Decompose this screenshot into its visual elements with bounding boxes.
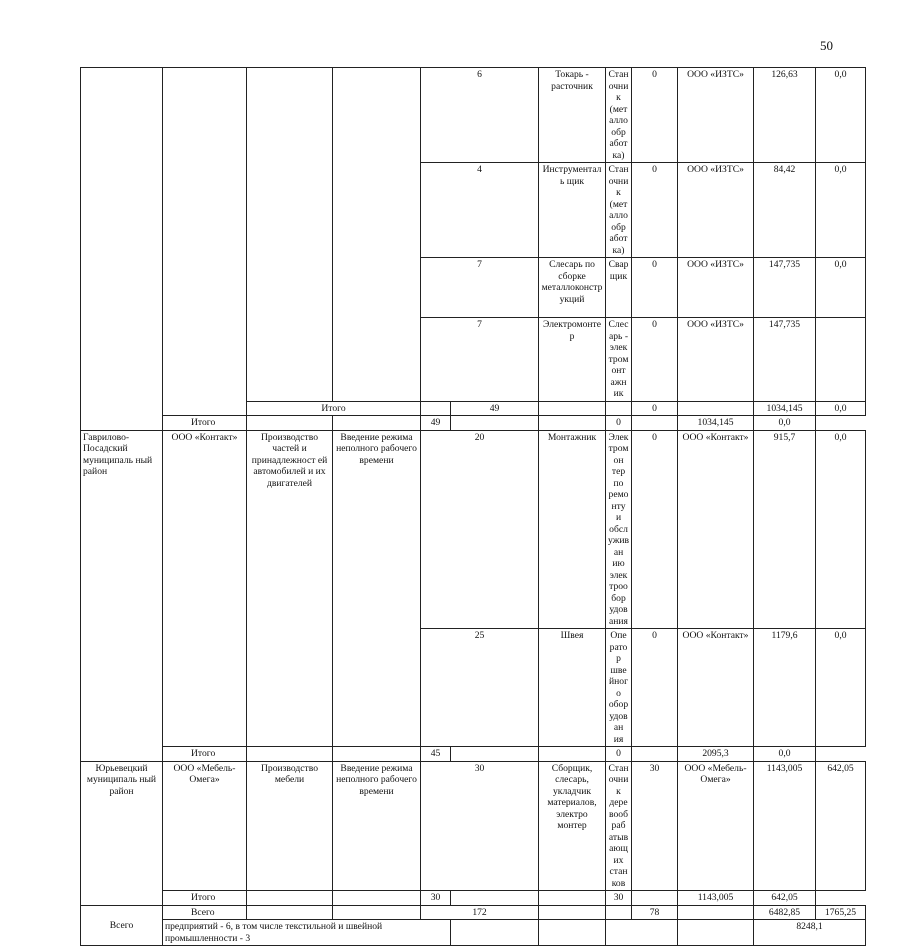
measure-cell <box>333 68 421 402</box>
empty-cell <box>333 747 421 762</box>
count-cell: 172 <box>421 905 539 920</box>
total-label: Итого <box>163 416 247 431</box>
profession-cell: Швея <box>539 629 606 747</box>
empty-cell <box>247 416 333 431</box>
count-cell: 25 <box>421 629 539 747</box>
enterprise-cell <box>163 68 247 416</box>
count-cell: 49 <box>421 416 451 431</box>
empty-cell <box>539 747 606 762</box>
count-cell: 0 <box>632 318 678 402</box>
training-cell: Станочник (металлообр аботка) <box>606 163 632 258</box>
total-row <box>81 416 866 431</box>
training-cell: Слесарь - электромонт ажник <box>606 318 632 402</box>
count-cell: 0 <box>632 163 678 258</box>
org-cell: ООО «Контакт» <box>678 430 754 629</box>
count-cell: 30 <box>606 891 632 906</box>
empty-cell <box>451 416 539 431</box>
empty-cell <box>678 905 754 920</box>
count-cell: 4 <box>421 163 539 258</box>
total-label: Итого <box>163 891 247 906</box>
table-row <box>81 68 866 163</box>
count-cell: 7 <box>421 318 539 402</box>
grand-total-label: Всего <box>81 905 163 946</box>
value-cell: 642,05 <box>816 761 866 891</box>
value-cell: 0,0 <box>816 629 866 747</box>
cost-cell: 1034,145 <box>754 401 816 416</box>
value-cell: 0,0 <box>816 258 866 318</box>
empty-cell <box>451 920 539 946</box>
enterprise-cell: ООО «Мебель- Омега» <box>163 761 247 891</box>
value-cell: 0,0 <box>816 68 866 163</box>
value-cell <box>816 318 866 402</box>
profession-cell: Инструменталь щик <box>539 163 606 258</box>
org-cell: ООО «ИЗТС» <box>678 68 754 163</box>
training-cell: Станочник (металлообр аботка) <box>606 68 632 163</box>
cost-cell: 147,735 <box>754 258 816 318</box>
measure-cell: Введение режима неполного рабочего времени <box>333 761 421 891</box>
count-cell: 0 <box>632 430 678 629</box>
profession-cell: Монтажник <box>539 430 606 629</box>
empty-cell <box>333 905 421 920</box>
empty-cell <box>539 416 606 431</box>
empty-cell <box>333 416 421 431</box>
empty-cell <box>632 891 678 906</box>
training-cell: Сварщик <box>606 258 632 318</box>
empty-cell <box>247 747 333 762</box>
count-cell: 0 <box>632 258 678 318</box>
empty-cell <box>539 905 606 920</box>
training-cell: Оператор швейного оборудован ия <box>606 629 632 747</box>
count-cell: 30 <box>421 761 539 891</box>
district-cell <box>81 68 163 431</box>
value-cell: 0,0 <box>816 430 866 629</box>
value-cell: 1765,25 <box>816 905 866 920</box>
cost-cell: 2095,3 <box>678 747 754 762</box>
cost-cell: 147,735 <box>754 318 816 402</box>
org-cell: ООО «ИЗТС» <box>678 258 754 318</box>
empty-cell <box>421 401 451 416</box>
enterprise-summary-note: предприятий - 6, в том числе текстильной и швейной промышленности - 3 <box>163 920 451 946</box>
summary-row <box>81 920 866 946</box>
count-cell: 49 <box>451 401 539 416</box>
employment-table <box>80 67 866 946</box>
total-label: Итого <box>163 747 247 762</box>
org-cell: ООО «Мебель- Омега» <box>678 761 754 891</box>
empty-cell <box>606 905 632 920</box>
district-cell: Юрьевецкий муниципаль ный район <box>81 761 163 905</box>
profession-cell: Слесарь по сборке металлоконстр укций <box>539 258 606 318</box>
cost-cell: 1179,6 <box>754 629 816 747</box>
cost-cell: 1143,005 <box>678 891 754 906</box>
empty-cell <box>451 747 539 762</box>
empty-cell <box>539 891 606 906</box>
org-cell: ООО «ИЗТС» <box>678 318 754 402</box>
cost-cell: 915,7 <box>754 430 816 629</box>
org-cell: ООО «Контакт» <box>678 629 754 747</box>
empty-cell <box>606 401 632 416</box>
cost-cell: 6482,85 <box>754 905 816 920</box>
empty-cell <box>539 920 606 946</box>
activity-cell: Производство частей и принадлежност ей автомобилей и их двигателей <box>247 430 333 747</box>
table-row <box>81 430 866 629</box>
count-cell: 0 <box>632 68 678 163</box>
cost-cell: 1143,005 <box>754 761 816 891</box>
empty-cell <box>247 905 333 920</box>
empty-cell <box>632 747 678 762</box>
total-label: Всего <box>163 905 247 920</box>
empty-cell <box>451 891 539 906</box>
empty-cell <box>678 920 754 946</box>
count-cell: 0 <box>606 416 632 431</box>
grand-sum-cell: 8248,1 <box>754 920 866 946</box>
activity-cell: Производство мебели <box>247 761 333 891</box>
profession-cell: Электромонтер <box>539 318 606 402</box>
count-cell: 20 <box>421 430 539 629</box>
training-cell: Станочник деревообраб атывающих станков <box>606 761 632 891</box>
district-cell: Гаврилово- Посадский муниципаль ный район <box>81 430 163 761</box>
count-cell: 0 <box>632 401 678 416</box>
page-number: 50 <box>820 38 833 53</box>
empty-cell <box>333 891 421 906</box>
value-cell: 0,0 <box>754 747 816 762</box>
count-cell: 30 <box>421 891 451 906</box>
empty-cell <box>247 891 333 906</box>
value-cell: 0,0 <box>754 416 816 431</box>
count-cell: 0 <box>606 747 632 762</box>
cost-cell: 84,42 <box>754 163 816 258</box>
count-cell: 0 <box>632 629 678 747</box>
activity-cell <box>247 68 333 402</box>
table-row <box>81 761 866 891</box>
profession-cell: Сборщик, слесарь, укладчик материалов, электро монтер <box>539 761 606 891</box>
empty-cell <box>539 401 606 416</box>
profession-cell: Токарь - расточник <box>539 68 606 163</box>
count-cell: 7 <box>421 258 539 318</box>
empty-cell <box>678 401 754 416</box>
training-cell: Электромон тер по ремонту и обслуживан ию электрообор удования <box>606 430 632 629</box>
total-row <box>81 747 866 762</box>
measure-cell: Введение режима неполного рабочего времени <box>333 430 421 747</box>
cost-cell: 126,63 <box>754 68 816 163</box>
cost-cell: 1034,145 <box>678 416 754 431</box>
value-cell: 0,0 <box>816 401 866 416</box>
count-cell: 78 <box>632 905 678 920</box>
empty-cell <box>632 416 678 431</box>
enterprise-cell: ООО «Контакт» <box>163 430 247 747</box>
count-cell: 6 <box>421 68 539 163</box>
total-label: Итого <box>247 401 421 416</box>
org-cell: ООО «ИЗТС» <box>678 163 754 258</box>
count-cell: 45 <box>421 747 451 762</box>
empty-cell <box>606 920 678 946</box>
value-cell: 0,0 <box>816 163 866 258</box>
value-cell: 642,05 <box>754 891 816 906</box>
count-cell: 30 <box>632 761 678 891</box>
grand-total-row <box>81 905 866 920</box>
total-row <box>81 891 866 906</box>
